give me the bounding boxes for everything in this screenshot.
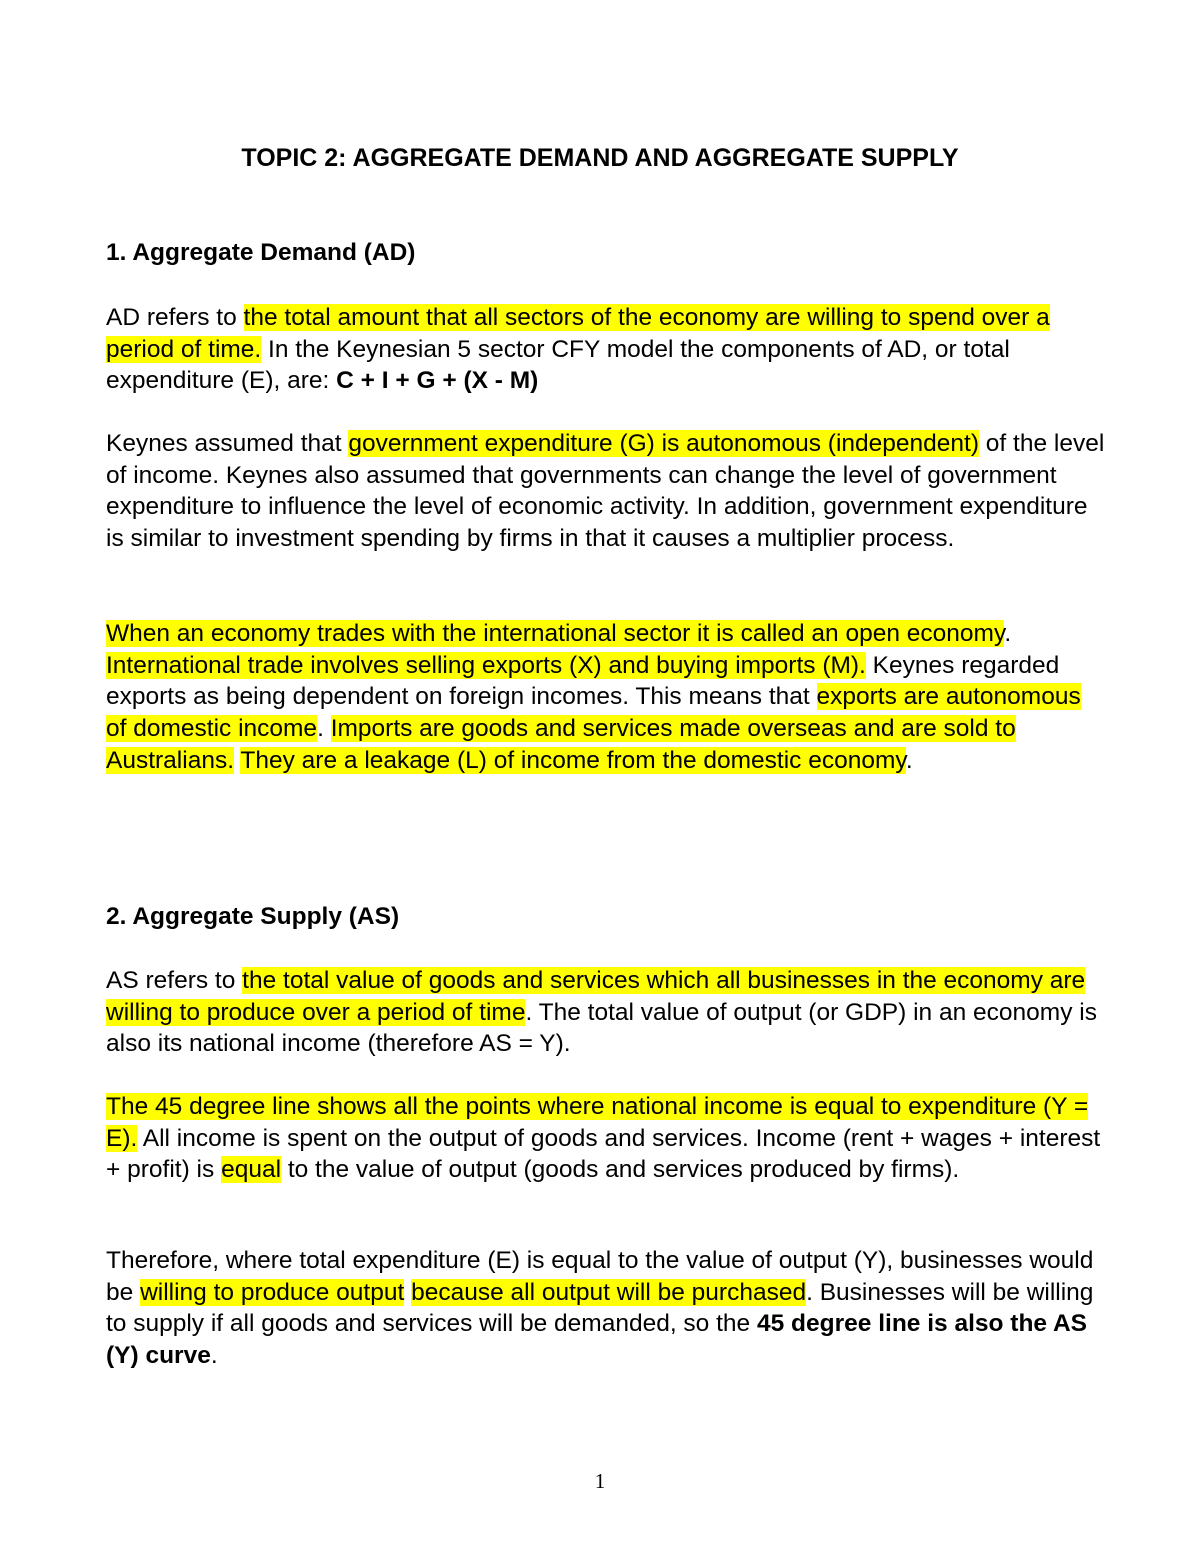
text-run: . <box>210 1342 218 1370</box>
section-heading-aggregate-demand: 1. Aggregate Demand (AD) <box>106 239 416 266</box>
bold-text: 45 degree line is also the AS (Y) curve <box>106 1310 1087 1370</box>
highlighted-text: When an economy trades with the international sector it is called an open economy <box>106 620 1005 647</box>
bold-formula: C + I + G + (X - M) <box>336 367 539 395</box>
highlighted-text: willing to produce output <box>140 1278 405 1306</box>
text-run: In the Keynesian 5 sector CFY model the components of AD, or total expenditure (E), are: <box>106 335 1010 395</box>
highlighted-text: because all output will be purchased <box>411 1278 807 1306</box>
text-run: Therefore, where total expenditure (E) is equal to the value of output (Y), businesses would be <box>106 1247 1094 1306</box>
document-title: TOPIC 2: AGGREGATE DEMAND AND AGGREGATE SUPPLY <box>241 144 959 172</box>
paragraph-ad-definition <box>106 302 1106 397</box>
text-run: to the value of output (goods and services produced by firms). <box>281 1156 960 1184</box>
highlighted-text: International trade involves selling exports (X) and buying imports (M). <box>106 651 866 679</box>
highlighted-text: They are a leakage (L) of income from the domestic economy <box>240 746 906 774</box>
highlighted-text: equal <box>221 1156 282 1184</box>
text-run: AD refers to <box>106 304 244 331</box>
text-run: . <box>1004 620 1012 647</box>
text-run: . <box>317 715 331 743</box>
page-number: 1 <box>594 1469 606 1493</box>
paragraph-as-definition <box>106 965 1106 1060</box>
highlighted-text: Imports are goods and services made overseas and are sold to Australians. <box>106 715 1016 774</box>
paragraph-open-economy <box>106 618 1106 777</box>
highlighted-text: the total value of goods and services which all businesses in the economy are willing to produce over a period of time <box>106 967 1086 1026</box>
highlighted-text: The 45 degree line shows all the points where national income is equal to expenditure (Y = E). <box>106 1093 1089 1152</box>
text-run: Keynes regarded exports as being dependent on foreign incomes. This means that <box>106 651 1060 711</box>
highlighted-text: government expenditure (G) is autonomous (independent) <box>348 430 979 457</box>
text-run: All income is spent on the output of goods and services. Income (rent + wages + interest + profit) is <box>106 1124 1101 1184</box>
highlighted-text: the total amount that all sectors of the economy are willing to spend over a period of time. <box>106 304 1050 363</box>
text-run: . <box>905 746 913 774</box>
paragraph-therefore <box>106 1245 1106 1372</box>
paragraph-45-degree-line <box>106 1091 1106 1186</box>
highlighted-text: exports are autonomous of domestic income <box>106 683 1081 743</box>
text-run: . Businesses will be willing to supply if all goods and services will be demanded, so the <box>106 1278 1094 1338</box>
text-run: of the level of income. Keynes also assumed that governments can change the level of government expenditure to influence the level of economic activity. In addition, government expenditure is similar to investment spending by firms in that it causes a multiplier process. <box>106 430 1105 553</box>
text-run: AS refers to <box>106 967 243 994</box>
text-run: Keynes assumed that <box>106 430 349 457</box>
section-heading-aggregate-supply: 2. Aggregate Supply (AS) <box>106 903 400 930</box>
paragraph-government-expenditure <box>106 428 1106 555</box>
text-run: . The total value of output (or GDP) in an economy is also its national income (therefore AS = Y). <box>106 998 1097 1058</box>
